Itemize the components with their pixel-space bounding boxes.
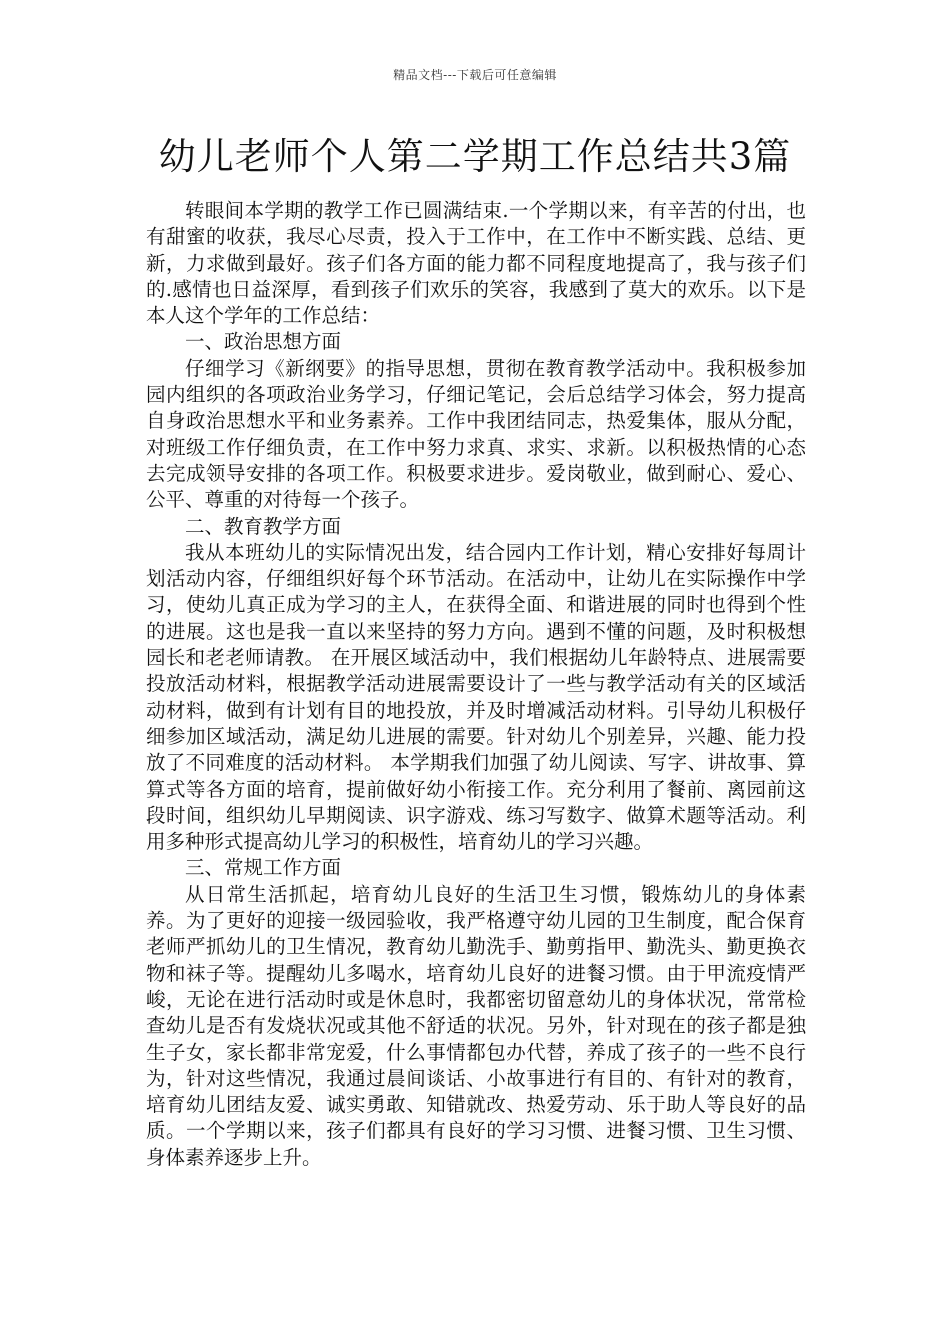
politics-paragraph: 仔细学习《新纲要》的指导思想，贯彻在教育教学活动中。我积极参加园内组织的各项政治业务学习，仔细记笔记，会后总结学习体会，努力提高自身政治思想水平和业务素养。工作中我团结同志，热爱集体，服从分配，对班级工作仔细负责，在工作中努力求真、求实、求新。以积极热情的心态去完成领导安排的各项工作。积极要求进步。爱岗敬业，做到耐心、爱心、公平、尊重的对待每一个孩子。 <box>146 356 806 512</box>
section-heading-politics: 一、政治思想方面 <box>185 330 342 354</box>
routine-paragraph: 从日常生活抓起，培育幼儿良好的生活卫生习惯，锻炼幼儿的身体素养。为了更好的迎接一级园验收，我严格遵守幼儿园的卫生制度，配合保育老师严抓幼儿的卫生情况，教育幼儿勤洗手、勤剪指甲、勤洗头、勤更换衣物和袜子等。提醒幼儿多喝水，培育幼儿良好的进餐习惯。由于甲流疫情严峻，无论在进行活动时或是休息时，我都密切留意幼儿的身体状况，常常检查幼儿是否有发烧状况或其他不舒适的状况。另外，针对现在的孩子都是独生子女，家长都非常宠爱，什么事情都包办代替，养成了孩子的一些不良行为，针对这些情况，我通过晨间谈话、小故事进行有目的、有针对的教育，培育幼儿团结友爱、诚实勇敢、知错就改、热爱劳动、乐于助人等良好的品质。一个学期以来，孩子们都具有良好的学习习惯、进餐习惯、卫生习惯、身体素养逐步上升。 <box>146 882 806 1169</box>
document-body <box>146 198 806 1171</box>
page-header-note: 精品文档---下载后可任意编辑 <box>393 68 557 82</box>
section-heading-routine: 三、常规工作方面 <box>185 856 342 880</box>
section-heading-teaching: 二、教育教学方面 <box>185 514 342 538</box>
intro-paragraph: 转眼间本学期的教学工作已圆满结束.一个学期以来，有辛苦的付出，也有甜蜜的收获，我尽心尽责，投入于工作中，在工作中不断实践、总结、更新，力求做到最好。孩子们各方面的能力都不同程度地提高了，我与孩子们的.感情也日益深厚，看到孩子们欢乐的笑容，我感到了莫大的欢乐。以下是本人这个学年的工作总结： <box>146 199 806 328</box>
document-title: 幼儿老师个人第二学期工作总结共3篇 <box>158 135 792 178</box>
teaching-paragraph: 我从本班幼儿的实际情况出发，结合园内工作计划，精心安排好每周计划活动内容，仔细组织好每个环节活动。在活动中，让幼儿在实际操作中学习，使幼儿真正成为学习的主人，在获得全面、和谐进展的同时也得到个性的进展。这也是我一直以来坚持的努力方向。遇到不懂的问题，及时积极想园长和老老师请教。 在开展区域活动中，我们根据幼儿年龄特点、进展需要投放活动材料，根据教学活动进展需要设计了一些与教学活动有关的区域活动材料，做到有计划有目的地投放，并及时增减活动材料。引导幼儿积极仔细参加区域活动，满足幼儿进展的需要。针对幼儿个别差异，兴趣、能力投放了不同难度的活动材料。 本学期我们加强了幼儿阅读、写字、讲故事、算算式等各方面的培育，提前做好幼小衔接工作。充分利用了餐前、离园前这段时间，组织幼儿早期阅读、识字游戏、练习写数字、做算术题等活动。利用多种形式提高幼儿学习的积极性，培育幼儿的学习兴趣。 <box>146 540 806 854</box>
